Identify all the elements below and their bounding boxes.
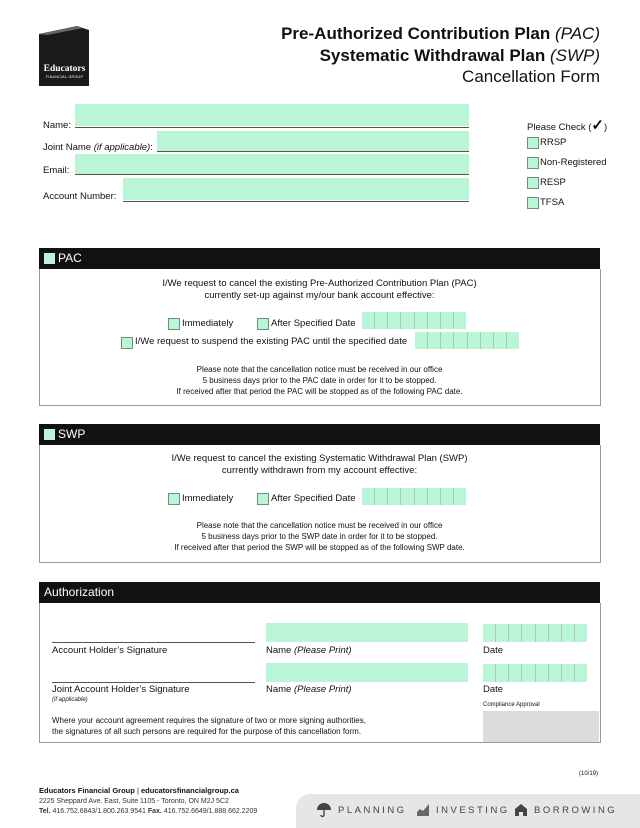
joint-signature-label: Joint Account Holder’s Signature [52,684,190,695]
swp-request-line2: currently withdrawn from my account effective: [221,465,418,476]
nav-planning[interactable] [316,796,407,824]
joint-if-applicable: (if applicable) [52,697,88,703]
nav-borrowing-label: BORROWING [534,804,618,816]
pac-title: PAC [58,251,82,265]
pac-header [39,248,600,269]
tfsa-label: TFSA [540,197,565,208]
swp-immediately-checkbox[interactable] [168,493,180,505]
nav-planning-label: PLANNING [338,804,407,816]
holder-date-field[interactable] [483,624,587,642]
account-number-field[interactable] [123,178,469,200]
resp-checkbox[interactable] [527,177,539,189]
pac-suspend-label: I/We request to suspend the existing PAC until the specified date [135,336,408,347]
swp-effective-date-field[interactable] [362,488,466,505]
pac-request-line1: I/We request to cancel the existing Pre-Authorized Contribution Plan (PAC) [162,278,477,289]
pac-effective-date-field[interactable] [362,312,466,329]
umbrella-icon [316,802,332,818]
swp-note-line1: Please note that the cancellation notice must be received in our office [196,521,443,530]
compliance-approval-box [483,711,599,742]
non-registered-label: Non-Registered [540,157,607,168]
holder-signature-line[interactable] [52,642,255,643]
joint-date-field[interactable] [483,664,587,682]
account-number-label: Account Number: [43,191,117,202]
rrsp-label: RRSP [540,137,567,148]
pac-note-line3: If received after that period the PAC will be stopped as of the following PAC date. [176,387,463,396]
nav-borrowing[interactable] [514,796,617,824]
swp-checkbox[interactable] [44,429,55,440]
authorization-title: Authorization [44,585,115,599]
pac-after-date-label: After Specified Date [271,318,356,329]
resp-label: RESP [540,177,566,188]
footer-address: 2225 Sheppard Ave. East, Suite 1105 - Toronto, ON M2J 5C2 [39,798,229,805]
non-registered-checkbox[interactable] [527,157,539,169]
holder-name-field[interactable] [266,623,468,642]
joint-name-label: Joint Name (if applicable): [43,142,153,153]
title-swp: Systematic Withdrawal Plan (SWP) [319,46,600,65]
house-icon [514,803,528,817]
swp-title: SWP [58,427,86,441]
title-pac: Pre-Authorized Contribution Plan (PAC) [281,24,600,43]
swp-after-date-checkbox[interactable] [257,493,269,505]
email-field[interactable] [75,154,469,174]
authorization-footnote-line1: Where your account agreement requires the signature of two or more signing authorities, [52,716,366,725]
compliance-approval-label: Compliance Approval [483,702,540,708]
footer-company: Educators Financial Group | educatorsfinancialgroup.ca [39,786,239,795]
swp-after-date-label: After Specified Date [271,493,356,504]
pac-request-line2: currently set-up against my/our bank account effective: [204,290,435,301]
logo-wordmark: Educators [43,64,86,74]
form-version: (10/19) [579,771,599,777]
title-cancellation: Cancellation Form [462,67,600,86]
holder-signature-label: Account Holder’s Signature [52,645,168,656]
pac-after-date-checkbox[interactable] [257,318,269,330]
email-label: Email: [43,165,70,176]
name-field[interactable] [75,104,469,126]
rrsp-checkbox[interactable] [527,137,539,149]
check-icon: ✓ [591,117,604,134]
authorization-footnote-line2: the signatures of all such persons are required for the purpose of this cancellation form. [52,727,362,736]
joint-name-field[interactable] [157,131,469,151]
swp-request-line1: I/We request to cancel the existing Systematic Withdrawal Plan (SWP) [171,453,468,464]
joint-name-print-field[interactable] [266,663,468,682]
logo [39,26,90,86]
pac-immediately-label: Immediately [182,318,234,329]
joint-signature-line[interactable] [52,682,255,683]
holder-name-label: Name (Please Print) [266,645,352,656]
nav-investing-label: INVESTING [436,804,510,816]
pac-suspend-date-field[interactable] [415,332,519,349]
please-check-label: Please Check (✓) [527,117,608,134]
swp-header [39,424,600,445]
joint-name-print-label: Name (Please Print) [266,684,352,695]
authorization-header [39,582,600,603]
holder-date-label: Date [483,645,504,656]
swp-note-line2: 5 business days prior to the SWP date in order for it to be stopped. [201,532,438,541]
pac-immediately-checkbox[interactable] [168,318,180,330]
joint-date-label: Date [483,684,504,695]
logo-subtitle: FINANCIAL GROUP [45,75,84,79]
tfsa-checkbox[interactable] [527,197,539,209]
pac-suspend-checkbox[interactable] [121,337,133,349]
chart-icon [416,803,430,817]
swp-note-line3: If received after that period the SWP will be stopped as of the following SWP date. [174,543,465,552]
pac-checkbox[interactable] [44,253,55,264]
swp-immediately-label: Immediately [182,493,234,504]
pac-note-line1: Please note that the cancellation notice must be received in our office [196,365,443,374]
name-label: Name: [43,120,71,131]
pac-note-line2: 5 business days prior to the PAC date in order for it to be stopped. [202,376,437,385]
footer-contact: Tel. 416.752.6843/1.800.263.9541 Fax. 416.752.6649/1.888.662.2209 [39,808,258,815]
nav-investing[interactable] [416,796,510,824]
